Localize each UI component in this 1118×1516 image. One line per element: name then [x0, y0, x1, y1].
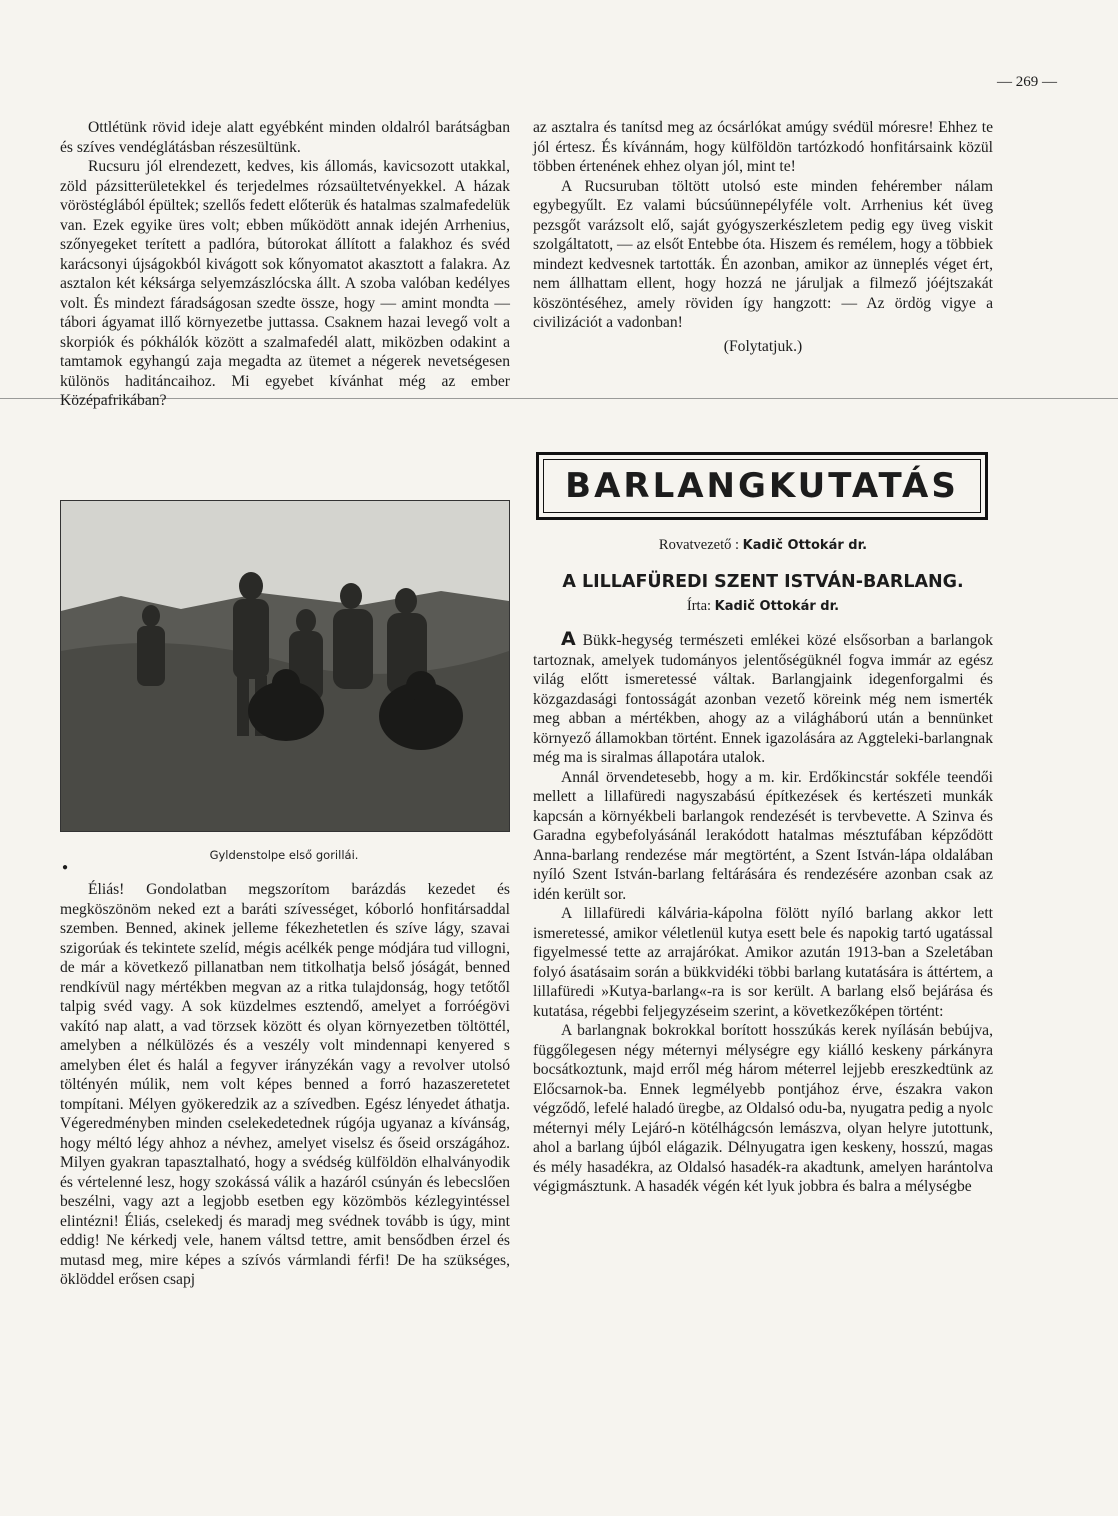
paragraph: A lillafüredi kálvária-kápolna fölött nyíló barlang akkor lett ismeretessé, amikor véletlenül kutya esett bele és napokig tartó ugatással figyelmessé tette az arrajárókat. Amikor azután 1913-ban a Szeletában folyó ásatásaim során a bükkvidéki többi barlang kutatására is áttértem, a lillafüredi »Kutya-barlang«-ra is sor került. A barlang első bejárása és kutatása, régebbi feljegyzéseim szerint, a következőképen történt:	[533, 905, 993, 1020]
paragraph: A Rucsuruban töltött utolsó este minden fehérember nálam egybegyűlt. Ez valami búcsúünnepélyféle volt. Arrhenius két üveg pezsgőt varázsolt elő, saját gyógyszerkészletem pedig egy üveg viskit szolgáltatott, — az elsőt Entebbe óta. Hiszem és remélem, hogy a többiek mindezt kedvesnek tartották. Én azonban, amikor az ünneplés véget ért, nem állhattam ellent, hogy hozzá ne járuljak a filmező jóéjtszakát köszöntéséhez, amely röviden így hangzott: — Az ördög vigye a civilizációt a vadonban!	[533, 177, 993, 331]
paragraph: Rucsuru jól elrendezett, kedves, kis állomás, kavicsozott utakkal, zöld pázsitterületekkel és terjedelmes rózsaültetvényekkel. A házak vöröstéglából épültek; szellős fedett előterük és hatalmas szalmafedelük van. Ezek egyike üres volt; ebben működött annak idején Arrhenius, szőnyegeket terített a padlóra, bútorokat állított a falakhoz és svéd karácsonyi újságokból kivágott sok kőnyomatot akasztott a falakra. Az asztalon két kéksárga selyemzászlócska állt. A szoba valóban kedélyes volt. És mindezt fáradságosan szedte össze, hogy — amint mondta — tábori ágyamat illő környezetbe juttassa. Csaknem hazai levegő volt a skorpiók és pókhálók között a szalmafedél alatt, miközben odakint a tamtamok egyhangú zaja megadta az ütemet a négerek nevetségesen különös haditáncaihoz. Mi egyebet kívánhat még az ember Középafrikában?	[60, 158, 510, 409]
article-byline	[533, 598, 993, 615]
byline-label: Írta:	[686, 598, 712, 614]
paragraph: Annál örvendetesebb, hogy a m. kir. Erdőkincstár sokféle teendői mellett a lillafüredi nagyszabású építkezések és kertészeti munkák kapcsán a környékbeli barlangok rendezését is tervbevette. A Szinva és Garadna egybefolyásánál lerakódott hatalmas mésztufában képződött Anna-barlang rendezése már megtörtént, a Szent István-lápa oldalában nyíló Szent István-barlang feltárására és rendezésére azonban csak az idén került sor.	[533, 768, 993, 903]
paragraph-first	[533, 630, 993, 768]
gorilla-photo	[60, 500, 510, 832]
article-body	[533, 630, 993, 1197]
bullet-mark: ●	[62, 862, 69, 873]
left-column-bottom	[60, 880, 510, 1290]
paragraph: Éliás! Gondolatban megszorítom barázdás kezedet és megköszönöm neked ezt a baráti szívességet, kóborló honfitársaddal szemben. Benned, akinek jelleme fékezhetetlen és szíve lágy, szavai szigorúak és tekintete szelíd, mégis acélkék penge módjára tud villogni, de már a következő pillanatban nem titkolhatja belső jóságát, benned rendkívül nagy mértékben megvan az a ritka tulajdonság, hogy tetőtől talpig svéd vagy. A sok küzdelmes esztendő, amelyet a forróégövi vakító nap alatt, a vad törzsek között és olyan környezetben töltöttél, amelyben a nélkülözés és a veszély volt mindennapi kenyered s amelyben élet és halál a fegyver irányzékán vagy a revolver utolsó töltényén múlik, nem volt képes benned a forró hazaszeretetet tompítani. Mélyen gyökeredzik az a szívedben. Egész lényedet áthatja. Végeredményben minden cselekedetednek rúgója ugyanaz a kívánság, hogy méltó légy ahhoz a névhez, amelyet viselsz és őseid országához. Milyen gyakran tapasztalható, hogy a svédség külföldön elhalványodik és vértelenné lesz, hogy szokássá válik a hazáról csúnyán és lebecslően beszélni, vagy azt a legjobb esetben egy közömbös kézlegyintéssel elintézni! Éliás, cselekedj és maradj meg svédnek tovább is úgy, mint eddig! Ne kérkedj vele, hanem váltsd tettre, amit bensődben érzel és mutasd meg, mire képes a szívós vármlandi férfi! De ha szükséges, öklöddel erősen csapj	[60, 881, 510, 1288]
left-column-top	[60, 118, 510, 411]
editor-name: Kadič Ottokár dr.	[742, 538, 868, 553]
article-title: A LILLAFÜREDI SZENT ISTVÁN-BARLANG.	[562, 572, 964, 592]
page-number: — 269 —	[997, 74, 1057, 90]
continued-note: (Folytatjuk.)	[723, 337, 803, 355]
first-paragraph-text: Bükk-hegység természeti emlékei közé elsősorban a barlangok tartoznak, amelyek tudományos jelentőségüknél fogva immár az egész világ előtt ismeretessé váltak. Barlangjaink idegenforgalmi és közgazdasági fontosságát azonban vezető köreink még nem ismerték meg abban a mértékben, ahogy az a világháború után a bennünket környező államokban történt. Ennek igazolására az Aggteleki-barlangnak még ma is siralmas állapotára utalok.	[533, 632, 993, 766]
photo-illustration	[61, 501, 509, 831]
section-editor	[533, 537, 993, 554]
section-heading: BARLANGKUTATÁS	[543, 459, 981, 513]
photo-caption: Gyldenstolpe első gorillái.	[209, 848, 359, 862]
paragraph: A barlangnak bokrokkal borított hosszúkás kerek nyílásán bebújva, függőlegesen négy méternyi mélységre egy kiálló keskeny párkányra bocsátkoztunk, majd erről még három méterrel lejjebb ereszkedtünk az Előcsarnok-ba. Ennek legmélyebb pontjához érve, északra vakon végződő, lefelé haladó üregbe, az Oldalsó odu-ba, nyugatra pedig a nyolc méternyi mély Lejáró-n kötélhágcsón lemászva, olyan helyre jutottunk, ahol a barlang újból elágazik. Délnyugatra igen keskeny, hosszú, magas és mély hasadékra, az Oldalsó hasadék-ra akadtunk, amelyen harántolva végigmásztunk. A hasadék végén két lyuk jobbra és balra a mélységbe	[533, 1022, 993, 1195]
byline-name: Kadič Ottokár dr.	[714, 599, 840, 614]
paragraph: Ottlétünk rövid ideje alatt egyébként minden oldalról barátságban és szíves vendéglátásban részesültünk.	[60, 119, 510, 156]
right-column-top	[533, 118, 993, 356]
section-heading-box	[536, 452, 988, 520]
editor-label: Rovatvezető :	[658, 537, 740, 553]
dropcap: A	[561, 628, 576, 650]
paragraph: az asztalra és tanítsd meg az ócsárlókat amúgy svédül móresre! Ehhez te jól értesz. És kívánnám, hogy külföldön tartózkodó honfitársaink közül többen értenének ehhez olyan jól, mint te!	[533, 119, 993, 175]
